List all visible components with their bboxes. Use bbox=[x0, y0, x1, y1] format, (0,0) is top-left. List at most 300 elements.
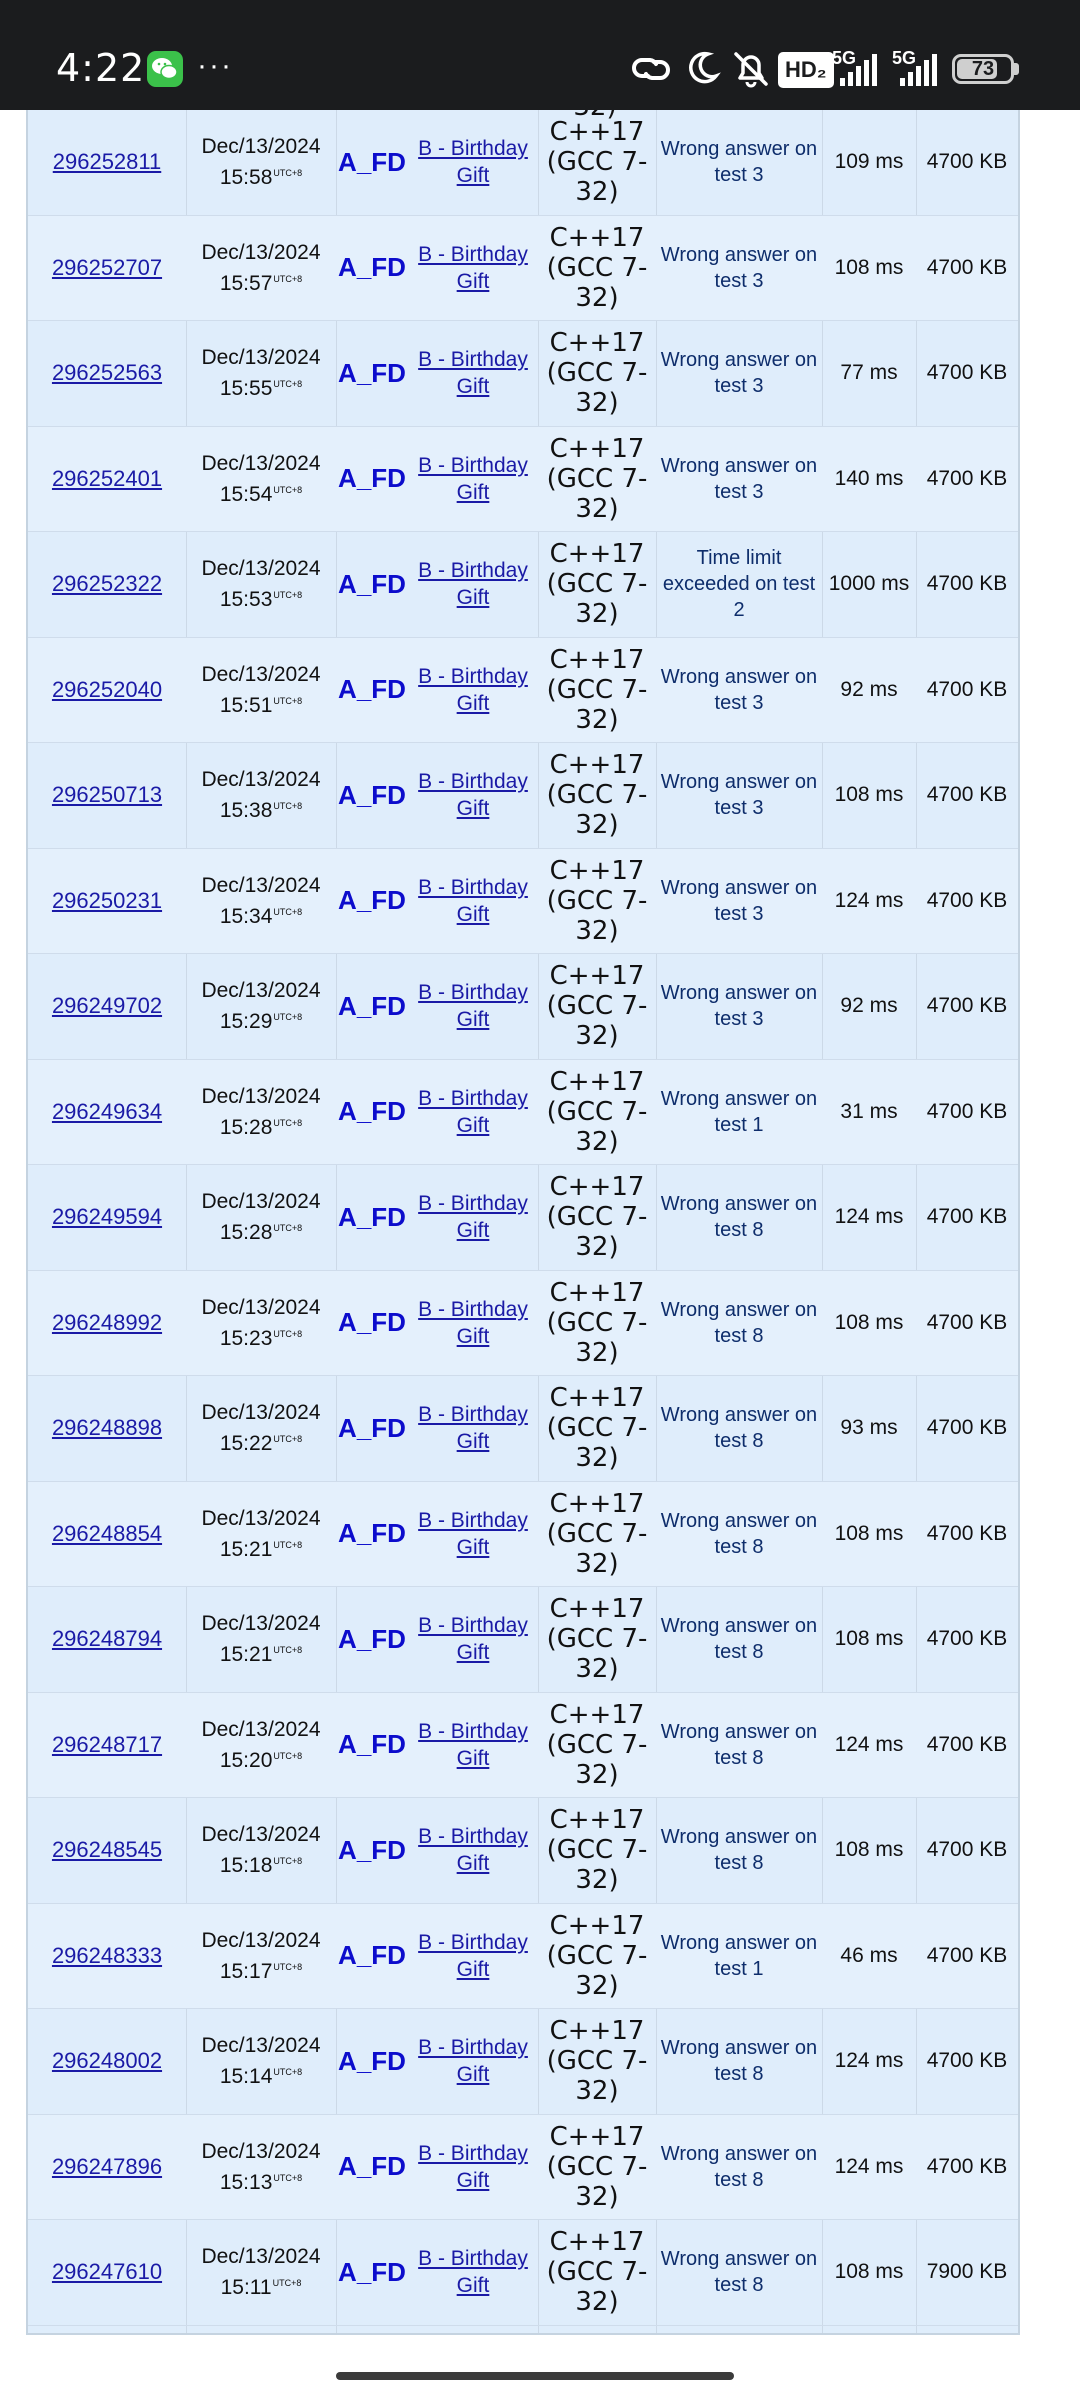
when-cell bbox=[186, 216, 336, 321]
submission-time: 15:28 bbox=[219, 1221, 273, 1245]
submission-id-cell bbox=[28, 1904, 186, 2009]
when-cell bbox=[186, 2115, 336, 2220]
submission-date: Dec/13/2024 bbox=[201, 1612, 321, 1636]
verdict-cell: Wrong answer on test 3 bbox=[660, 771, 818, 820]
time-cell: 92 ms bbox=[840, 677, 898, 701]
when-cell bbox=[186, 849, 336, 954]
problem-link[interactable]: B - Birthday Gift bbox=[418, 1508, 528, 1559]
when-cell bbox=[186, 1376, 336, 1481]
signal-icon bbox=[836, 46, 882, 92]
language-cell: C++17 (GCC 7-32) bbox=[546, 1383, 648, 1474]
table-row bbox=[28, 743, 1018, 849]
who-cell bbox=[336, 2115, 408, 2220]
submission-time: 15:58 bbox=[219, 166, 273, 190]
user-handle-link[interactable]: A_FD bbox=[338, 1096, 406, 1127]
submission-date: Dec/13/2024 bbox=[201, 557, 321, 581]
language-cell: C++17 (GCC 7-32) bbox=[546, 2016, 648, 2107]
problem-link[interactable]: B - Birthday Gift bbox=[418, 137, 528, 188]
language-cell: C++17 (GCC 7-32) bbox=[546, 961, 648, 1052]
submission-id-link[interactable]: 296248717 bbox=[51, 1731, 163, 1757]
language-cell: C++17 (GCC 7-32) bbox=[546, 117, 648, 208]
submission-id-link[interactable]: 296248333 bbox=[51, 1942, 163, 1968]
submission-time-wrap bbox=[220, 2165, 302, 2196]
verdict-cell: Wrong answer on test 8 bbox=[660, 1615, 818, 1664]
submission-date: Dec/13/2024 bbox=[201, 1506, 321, 1530]
submission-time-wrap bbox=[220, 2059, 302, 2090]
submission-time-wrap bbox=[220, 1215, 302, 1246]
submission-time-wrap bbox=[220, 1004, 302, 1035]
table-row bbox=[28, 321, 1018, 427]
wechat-icon bbox=[147, 51, 183, 87]
timezone-label: UTC+8 bbox=[273, 1328, 303, 1339]
submission-date: Dec/13/2024 bbox=[201, 1823, 321, 1847]
submission-id-link[interactable]: 296249634 bbox=[51, 1098, 163, 1124]
submission-id-link[interactable]: 296249702 bbox=[51, 993, 163, 1019]
memory-cell: 4700 KB bbox=[926, 255, 1008, 279]
submission-id-link[interactable]: 296249594 bbox=[51, 1204, 163, 1230]
submission-id-cell bbox=[28, 216, 186, 321]
problem-cell bbox=[408, 849, 538, 954]
submission-id-link[interactable]: 296252811 bbox=[52, 149, 162, 175]
submission-time-wrap bbox=[220, 477, 302, 508]
submission-time-wrap bbox=[220, 1954, 302, 1985]
language-cell: C++17 (GCC 7-32) bbox=[546, 433, 648, 524]
submission-date: Dec/13/2024 bbox=[201, 768, 321, 792]
who-cell bbox=[336, 1271, 408, 1376]
verdict-cell: Wrong answer on test 1 bbox=[660, 1931, 818, 1980]
problem-link[interactable]: B - Birthday Gift bbox=[418, 664, 528, 715]
time-cell: 124 ms bbox=[834, 888, 904, 912]
when-cell bbox=[186, 638, 336, 743]
language-cell: C++17 (GCC 7-32) bbox=[546, 2121, 648, 2212]
memory-cell: 4700 KB bbox=[926, 150, 1008, 174]
user-handle-link[interactable]: A_FD bbox=[338, 2151, 406, 2182]
problem-cell bbox=[408, 532, 538, 637]
timezone-label: UTC+8 bbox=[273, 1434, 303, 1445]
problem-cell bbox=[408, 1165, 538, 1270]
problem-link[interactable]: B - Birthday Gift bbox=[418, 1719, 528, 1770]
status-icons bbox=[630, 46, 1050, 92]
submission-id-link[interactable]: 296248898 bbox=[51, 1415, 163, 1441]
time-cell: 108 ms bbox=[834, 783, 904, 807]
problem-link[interactable]: B - Birthday Gift bbox=[418, 242, 528, 293]
problem-cell bbox=[408, 427, 538, 532]
submission-date: Dec/13/2024 bbox=[201, 2245, 321, 2269]
submission-id-link[interactable]: 296250231 bbox=[51, 887, 163, 913]
timezone-label: UTC+8 bbox=[273, 1012, 303, 1023]
submission-time-wrap bbox=[220, 1637, 302, 1668]
verdict-cell: Wrong answer on test 3 bbox=[660, 349, 818, 398]
when-cell bbox=[186, 2009, 336, 2114]
submission-id-cell bbox=[28, 2115, 186, 2220]
timezone-label: UTC+8 bbox=[273, 379, 303, 390]
language-cell: C++17 (GCC 7-32) bbox=[546, 1488, 648, 1579]
table-row bbox=[28, 954, 1018, 1060]
memory-cell: 7900 KB bbox=[926, 2260, 1008, 2284]
who-cell bbox=[336, 954, 408, 1059]
problem-cell bbox=[408, 321, 538, 426]
time-cell: 46 ms bbox=[840, 1943, 898, 1967]
problem-link[interactable]: B - Birthday Gift bbox=[418, 1825, 528, 1876]
user-handle-link[interactable]: A_FD bbox=[338, 674, 406, 705]
table-row bbox=[28, 532, 1018, 638]
time-cell: 124 ms bbox=[834, 1732, 904, 1756]
verdict-cell: Wrong answer on test 8 bbox=[660, 1298, 818, 1347]
problem-cell bbox=[408, 1587, 538, 1692]
problem-cell bbox=[408, 2220, 538, 2325]
submission-time: 15:13 bbox=[219, 2170, 273, 2194]
problem-link[interactable]: B - Birthday Gift bbox=[418, 453, 528, 504]
submission-time: 15:34 bbox=[219, 904, 273, 928]
user-handle-link[interactable]: A_FD bbox=[338, 1940, 406, 1971]
user-handle-link[interactable]: A_FD bbox=[338, 885, 406, 916]
who-cell bbox=[336, 638, 408, 743]
submission-time-wrap bbox=[220, 1110, 302, 1141]
submission-time: 15:14 bbox=[219, 2065, 273, 2089]
problem-link[interactable]: B - Birthday Gift bbox=[418, 1930, 528, 1981]
time-cell: 124 ms bbox=[834, 2154, 904, 2178]
memory-cell: 4700 KB bbox=[926, 783, 1008, 807]
who-cell bbox=[336, 2220, 408, 2325]
submission-id-link[interactable]: 296252563 bbox=[51, 360, 163, 386]
submission-date: Dec/13/2024 bbox=[201, 1190, 321, 1214]
user-handle-link[interactable]: A_FD bbox=[338, 1834, 406, 1865]
memory-cell: 4700 KB bbox=[926, 1521, 1008, 1545]
who-cell bbox=[336, 321, 408, 426]
link-icon bbox=[630, 46, 672, 92]
when-cell bbox=[186, 1165, 336, 1270]
who-cell bbox=[336, 1798, 408, 1903]
submission-time: 15:20 bbox=[219, 1748, 273, 1772]
submission-id-cell bbox=[28, 2009, 186, 2114]
problem-cell bbox=[408, 743, 538, 848]
who-cell bbox=[336, 743, 408, 848]
who-cell bbox=[336, 1482, 408, 1587]
user-handle-link[interactable]: A_FD bbox=[338, 1412, 406, 1443]
submissions-table bbox=[26, 110, 1020, 2335]
timezone-label: UTC+8 bbox=[273, 273, 303, 284]
problem-link[interactable]: B - Birthday Gift bbox=[418, 770, 528, 821]
who-cell bbox=[336, 1060, 408, 1165]
submission-time: 15:53 bbox=[219, 588, 273, 612]
table-row bbox=[28, 1798, 1018, 1904]
timezone-label: UTC+8 bbox=[273, 1539, 303, 1550]
verdict-cell: Wrong answer on test 8 bbox=[660, 1404, 818, 1453]
table-row bbox=[28, 2009, 1018, 2115]
problem-cell bbox=[408, 638, 538, 743]
language-cell: C++17 (GCC 7-32) bbox=[546, 1594, 648, 1685]
submission-time-wrap bbox=[221, 2270, 302, 2301]
memory-cell: 4700 KB bbox=[926, 361, 1008, 385]
timezone-label: UTC+8 bbox=[273, 2067, 303, 2078]
battery-level: 73 bbox=[971, 58, 995, 80]
verdict-cell: Wrong answer on test 8 bbox=[660, 2037, 818, 2086]
who-cell bbox=[336, 216, 408, 321]
signal-icon-2 bbox=[896, 46, 942, 92]
submission-time: 15:28 bbox=[219, 1115, 273, 1139]
table-row bbox=[28, 1693, 1018, 1799]
language-cell: C++17 (GCC 7-32) bbox=[546, 328, 648, 419]
verdict-cell: Wrong answer on test 8 bbox=[660, 1193, 818, 1242]
problem-link[interactable]: B - Birthday Gift bbox=[418, 2141, 528, 2192]
when-cell bbox=[186, 2220, 336, 2325]
submission-date: Dec/13/2024 bbox=[201, 1084, 321, 1108]
language-cell: C++17 (GCC 7-32) bbox=[546, 2227, 648, 2318]
language-cell: C++17 (GCC 7-32) bbox=[546, 1805, 648, 1896]
submission-date: Dec/13/2024 bbox=[201, 2139, 321, 2163]
network-type-1: 5G bbox=[832, 48, 857, 68]
verdict-cell: Wrong answer on test 8 bbox=[660, 1720, 818, 1769]
submission-id-link[interactable]: 296248794 bbox=[51, 1626, 163, 1652]
when-cell bbox=[186, 1482, 336, 1587]
table-row bbox=[28, 638, 1018, 744]
more-dots-icon: ··· bbox=[197, 49, 233, 82]
problem-link[interactable]: B - Birthday Gift bbox=[418, 1614, 528, 1665]
language-cell: C++17 (GCC 7-32) bbox=[546, 750, 648, 841]
verdict-cell: Wrong answer on test 8 bbox=[660, 2142, 818, 2191]
when-cell bbox=[186, 427, 336, 532]
submission-time: 15:57 bbox=[219, 271, 273, 295]
problem-cell bbox=[408, 216, 538, 321]
submission-id-link[interactable]: 296248545 bbox=[51, 1837, 163, 1863]
problem-link[interactable]: B - Birthday Gift bbox=[418, 559, 528, 610]
submission-time: 15:22 bbox=[219, 1432, 273, 1456]
when-cell bbox=[186, 532, 336, 637]
memory-cell: 4700 KB bbox=[926, 2049, 1008, 2073]
submission-id-cell bbox=[28, 1271, 186, 1376]
problem-link[interactable]: B - Birthday Gift bbox=[418, 1086, 528, 1137]
time-cell: 108 ms bbox=[834, 255, 904, 279]
table-row bbox=[28, 849, 1018, 955]
submission-time: 15:38 bbox=[219, 799, 273, 823]
problem-cell bbox=[408, 1060, 538, 1165]
who-cell bbox=[336, 1587, 408, 1692]
who-cell bbox=[336, 1693, 408, 1798]
memory-cell: 4700 KB bbox=[926, 1205, 1008, 1229]
user-handle-link[interactable]: A_FD bbox=[338, 779, 406, 810]
time-cell: 108 ms bbox=[834, 1521, 904, 1545]
submission-id-cell bbox=[28, 743, 186, 848]
timezone-label: UTC+8 bbox=[273, 1856, 303, 1867]
submission-id-link[interactable]: 296247610 bbox=[51, 2259, 163, 2285]
submission-date: Dec/13/2024 bbox=[201, 873, 321, 897]
submission-time-wrap bbox=[220, 1848, 302, 1879]
who-cell bbox=[336, 849, 408, 954]
user-handle-link[interactable]: A_FD bbox=[338, 357, 406, 388]
time-cell: 92 ms bbox=[840, 994, 898, 1018]
submission-time-wrap bbox=[220, 1532, 302, 1563]
memory-cell: 4700 KB bbox=[926, 1943, 1008, 1967]
verdict-cell: Wrong answer on test 3 bbox=[660, 876, 818, 925]
time-cell: 109 ms bbox=[834, 150, 904, 174]
who-cell bbox=[336, 1165, 408, 1270]
submission-time-wrap bbox=[220, 793, 302, 824]
problem-cell bbox=[408, 1482, 538, 1587]
problem-cell bbox=[408, 1271, 538, 1376]
when-cell bbox=[186, 1904, 336, 2009]
submission-date: Dec/13/2024 bbox=[201, 240, 321, 264]
problem-cell bbox=[408, 1693, 538, 1798]
submission-id-link[interactable]: 296250713 bbox=[51, 782, 163, 808]
problem-link[interactable]: B - Birthday Gift bbox=[418, 875, 528, 926]
memory-cell: 4700 KB bbox=[926, 1838, 1008, 1862]
table-row bbox=[28, 1482, 1018, 1588]
when-cell bbox=[186, 743, 336, 848]
submission-time: 15:11 bbox=[220, 2276, 272, 2300]
timezone-label: UTC+8 bbox=[272, 2278, 302, 2289]
user-handle-link[interactable]: A_FD bbox=[338, 2256, 406, 2287]
who-cell bbox=[336, 1376, 408, 1481]
submission-id-link[interactable]: 296247896 bbox=[51, 2153, 163, 2179]
table-row bbox=[28, 1165, 1018, 1271]
submission-id-cell bbox=[28, 321, 186, 426]
verdict-cell: Wrong answer on test 8 bbox=[660, 2248, 818, 2297]
user-handle-link[interactable]: A_FD bbox=[338, 252, 406, 283]
home-indicator[interactable] bbox=[336, 2372, 734, 2380]
timezone-label: UTC+8 bbox=[273, 1961, 303, 1972]
problem-link[interactable]: B - Birthday Gift bbox=[418, 1403, 528, 1454]
submission-id-link[interactable]: 296252040 bbox=[51, 676, 163, 702]
submission-date: Dec/13/2024 bbox=[201, 1928, 321, 1952]
time-cell: 31 ms bbox=[840, 1099, 898, 1123]
language-cell: C++17 (GCC 7-32) bbox=[546, 1699, 648, 1790]
submission-time: 15:17 bbox=[219, 1959, 273, 1983]
when-cell bbox=[186, 321, 336, 426]
time-cell: 93 ms bbox=[840, 1416, 898, 1440]
timezone-label: UTC+8 bbox=[273, 168, 303, 179]
submission-time-wrap bbox=[220, 371, 302, 402]
problem-link[interactable]: B - Birthday Gift bbox=[418, 981, 528, 1032]
table-row bbox=[28, 110, 1018, 216]
submission-id-cell bbox=[28, 849, 186, 954]
submission-date: Dec/13/2024 bbox=[201, 1717, 321, 1741]
user-handle-link[interactable]: A_FD bbox=[338, 990, 406, 1021]
time-cell: 108 ms bbox=[834, 1310, 904, 1334]
timezone-label: UTC+8 bbox=[273, 906, 303, 917]
memory-cell: 4700 KB bbox=[926, 1416, 1008, 1440]
user-handle-link[interactable]: A_FD bbox=[338, 1729, 406, 1760]
moon-icon bbox=[686, 46, 722, 92]
submission-id-link[interactable]: 296252401 bbox=[51, 465, 163, 491]
status-time: 4:22 bbox=[56, 46, 146, 90]
user-handle-link[interactable]: A_FD bbox=[338, 463, 406, 494]
submission-date: Dec/13/2024 bbox=[201, 346, 321, 370]
memory-cell: 4700 KB bbox=[926, 1099, 1008, 1123]
timezone-label: UTC+8 bbox=[273, 1223, 303, 1234]
language-cell: C++17 (GCC 7-32) bbox=[546, 1066, 648, 1157]
memory-cell: 4700 KB bbox=[926, 1310, 1008, 1334]
memory-cell: 4700 KB bbox=[926, 888, 1008, 912]
when-cell bbox=[186, 1271, 336, 1376]
time-cell: 124 ms bbox=[834, 2049, 904, 2073]
table-row bbox=[28, 1060, 1018, 1166]
submission-id-link[interactable]: 296252707 bbox=[51, 254, 163, 280]
time-cell: 108 ms bbox=[834, 1838, 904, 1862]
memory-cell: 4700 KB bbox=[926, 1732, 1008, 1756]
who-cell bbox=[336, 1904, 408, 2009]
language-cell: C++17 (GCC 7-32) bbox=[546, 855, 648, 946]
submission-id-cell bbox=[28, 532, 186, 637]
when-cell bbox=[186, 1693, 336, 1798]
table-row bbox=[28, 1904, 1018, 2010]
user-handle-link[interactable]: A_FD bbox=[338, 568, 406, 599]
submission-date: Dec/13/2024 bbox=[201, 979, 321, 1003]
language-cell: C++17 (GCC 7-32) bbox=[546, 1910, 648, 2001]
submission-time-wrap bbox=[220, 160, 302, 191]
verdict-cell: Wrong answer on test 1 bbox=[660, 1087, 818, 1136]
when-cell bbox=[186, 1798, 336, 1903]
problem-link[interactable]: B - Birthday Gift bbox=[418, 1297, 528, 1348]
table-row bbox=[28, 2115, 1018, 2221]
submission-time-wrap bbox=[220, 1321, 302, 1352]
submission-id-cell bbox=[28, 1165, 186, 1270]
problem-link[interactable]: B - Birthday Gift bbox=[418, 2247, 528, 2298]
submission-id-link[interactable]: 296248854 bbox=[51, 1520, 163, 1546]
submission-time-wrap bbox=[220, 1743, 302, 1774]
time-cell: 1000 ms bbox=[828, 572, 910, 596]
verdict-cell: Wrong answer on test 3 bbox=[660, 454, 818, 503]
verdict-cell: Time limit exceeded on test 2 bbox=[662, 547, 816, 622]
submission-id-link[interactable]: 296252322 bbox=[51, 571, 163, 597]
problem-cell bbox=[408, 1376, 538, 1481]
problem-cell bbox=[408, 1904, 538, 2009]
user-handle-link[interactable]: A_FD bbox=[338, 146, 406, 177]
submission-date: Dec/13/2024 bbox=[201, 451, 321, 475]
user-handle-link[interactable]: A_FD bbox=[338, 2045, 406, 2076]
submission-id-link[interactable]: 296248992 bbox=[51, 1309, 163, 1335]
language-cell: C++17 (GCC 7-32) bbox=[546, 644, 648, 735]
submission-id-cell bbox=[28, 638, 186, 743]
when-cell bbox=[186, 110, 336, 215]
problem-link[interactable]: B - Birthday Gift bbox=[418, 2036, 528, 2087]
submission-time: 15:21 bbox=[219, 1537, 273, 1561]
submission-date: Dec/13/2024 bbox=[201, 135, 321, 159]
user-handle-link[interactable]: A_FD bbox=[338, 1307, 406, 1338]
problem-link[interactable]: B - Birthday Gift bbox=[418, 348, 528, 399]
battery-tip bbox=[1014, 63, 1019, 75]
problem-cell bbox=[408, 2009, 538, 2114]
user-handle-link[interactable]: A_FD bbox=[338, 1623, 406, 1654]
when-cell bbox=[186, 954, 336, 1059]
verdict-cell: Wrong answer on test 8 bbox=[660, 1509, 818, 1558]
memory-cell: 4700 KB bbox=[926, 466, 1008, 490]
time-cell: 140 ms bbox=[834, 466, 904, 490]
submission-id-cell bbox=[28, 2220, 186, 2325]
submission-time-wrap bbox=[220, 266, 302, 297]
submission-time: 15:18 bbox=[219, 1854, 273, 1878]
submission-time: 15:21 bbox=[219, 1643, 273, 1667]
user-handle-link[interactable]: A_FD bbox=[338, 1201, 406, 1232]
who-cell bbox=[336, 2009, 408, 2114]
table-row bbox=[28, 216, 1018, 322]
submission-id-link[interactable]: 296248002 bbox=[51, 2048, 163, 2074]
submission-id-cell bbox=[28, 1587, 186, 1692]
submission-date: Dec/13/2024 bbox=[201, 1401, 321, 1425]
time-cell: 77 ms bbox=[840, 361, 898, 385]
timezone-label: UTC+8 bbox=[273, 695, 303, 706]
verdict-cell: Wrong answer on test 3 bbox=[660, 665, 818, 714]
user-handle-link[interactable]: A_FD bbox=[338, 1518, 406, 1549]
memory-cell: 4700 KB bbox=[926, 677, 1008, 701]
who-cell bbox=[336, 110, 408, 215]
submission-id-cell bbox=[28, 427, 186, 532]
problem-cell bbox=[408, 110, 538, 215]
submission-date: Dec/13/2024 bbox=[201, 2034, 321, 2058]
language-cell: C++17 (GCC 7-32) bbox=[546, 222, 648, 313]
problem-link[interactable]: B - Birthday Gift bbox=[418, 1192, 528, 1243]
submission-time: 15:55 bbox=[219, 377, 273, 401]
submission-time-wrap bbox=[220, 688, 302, 719]
